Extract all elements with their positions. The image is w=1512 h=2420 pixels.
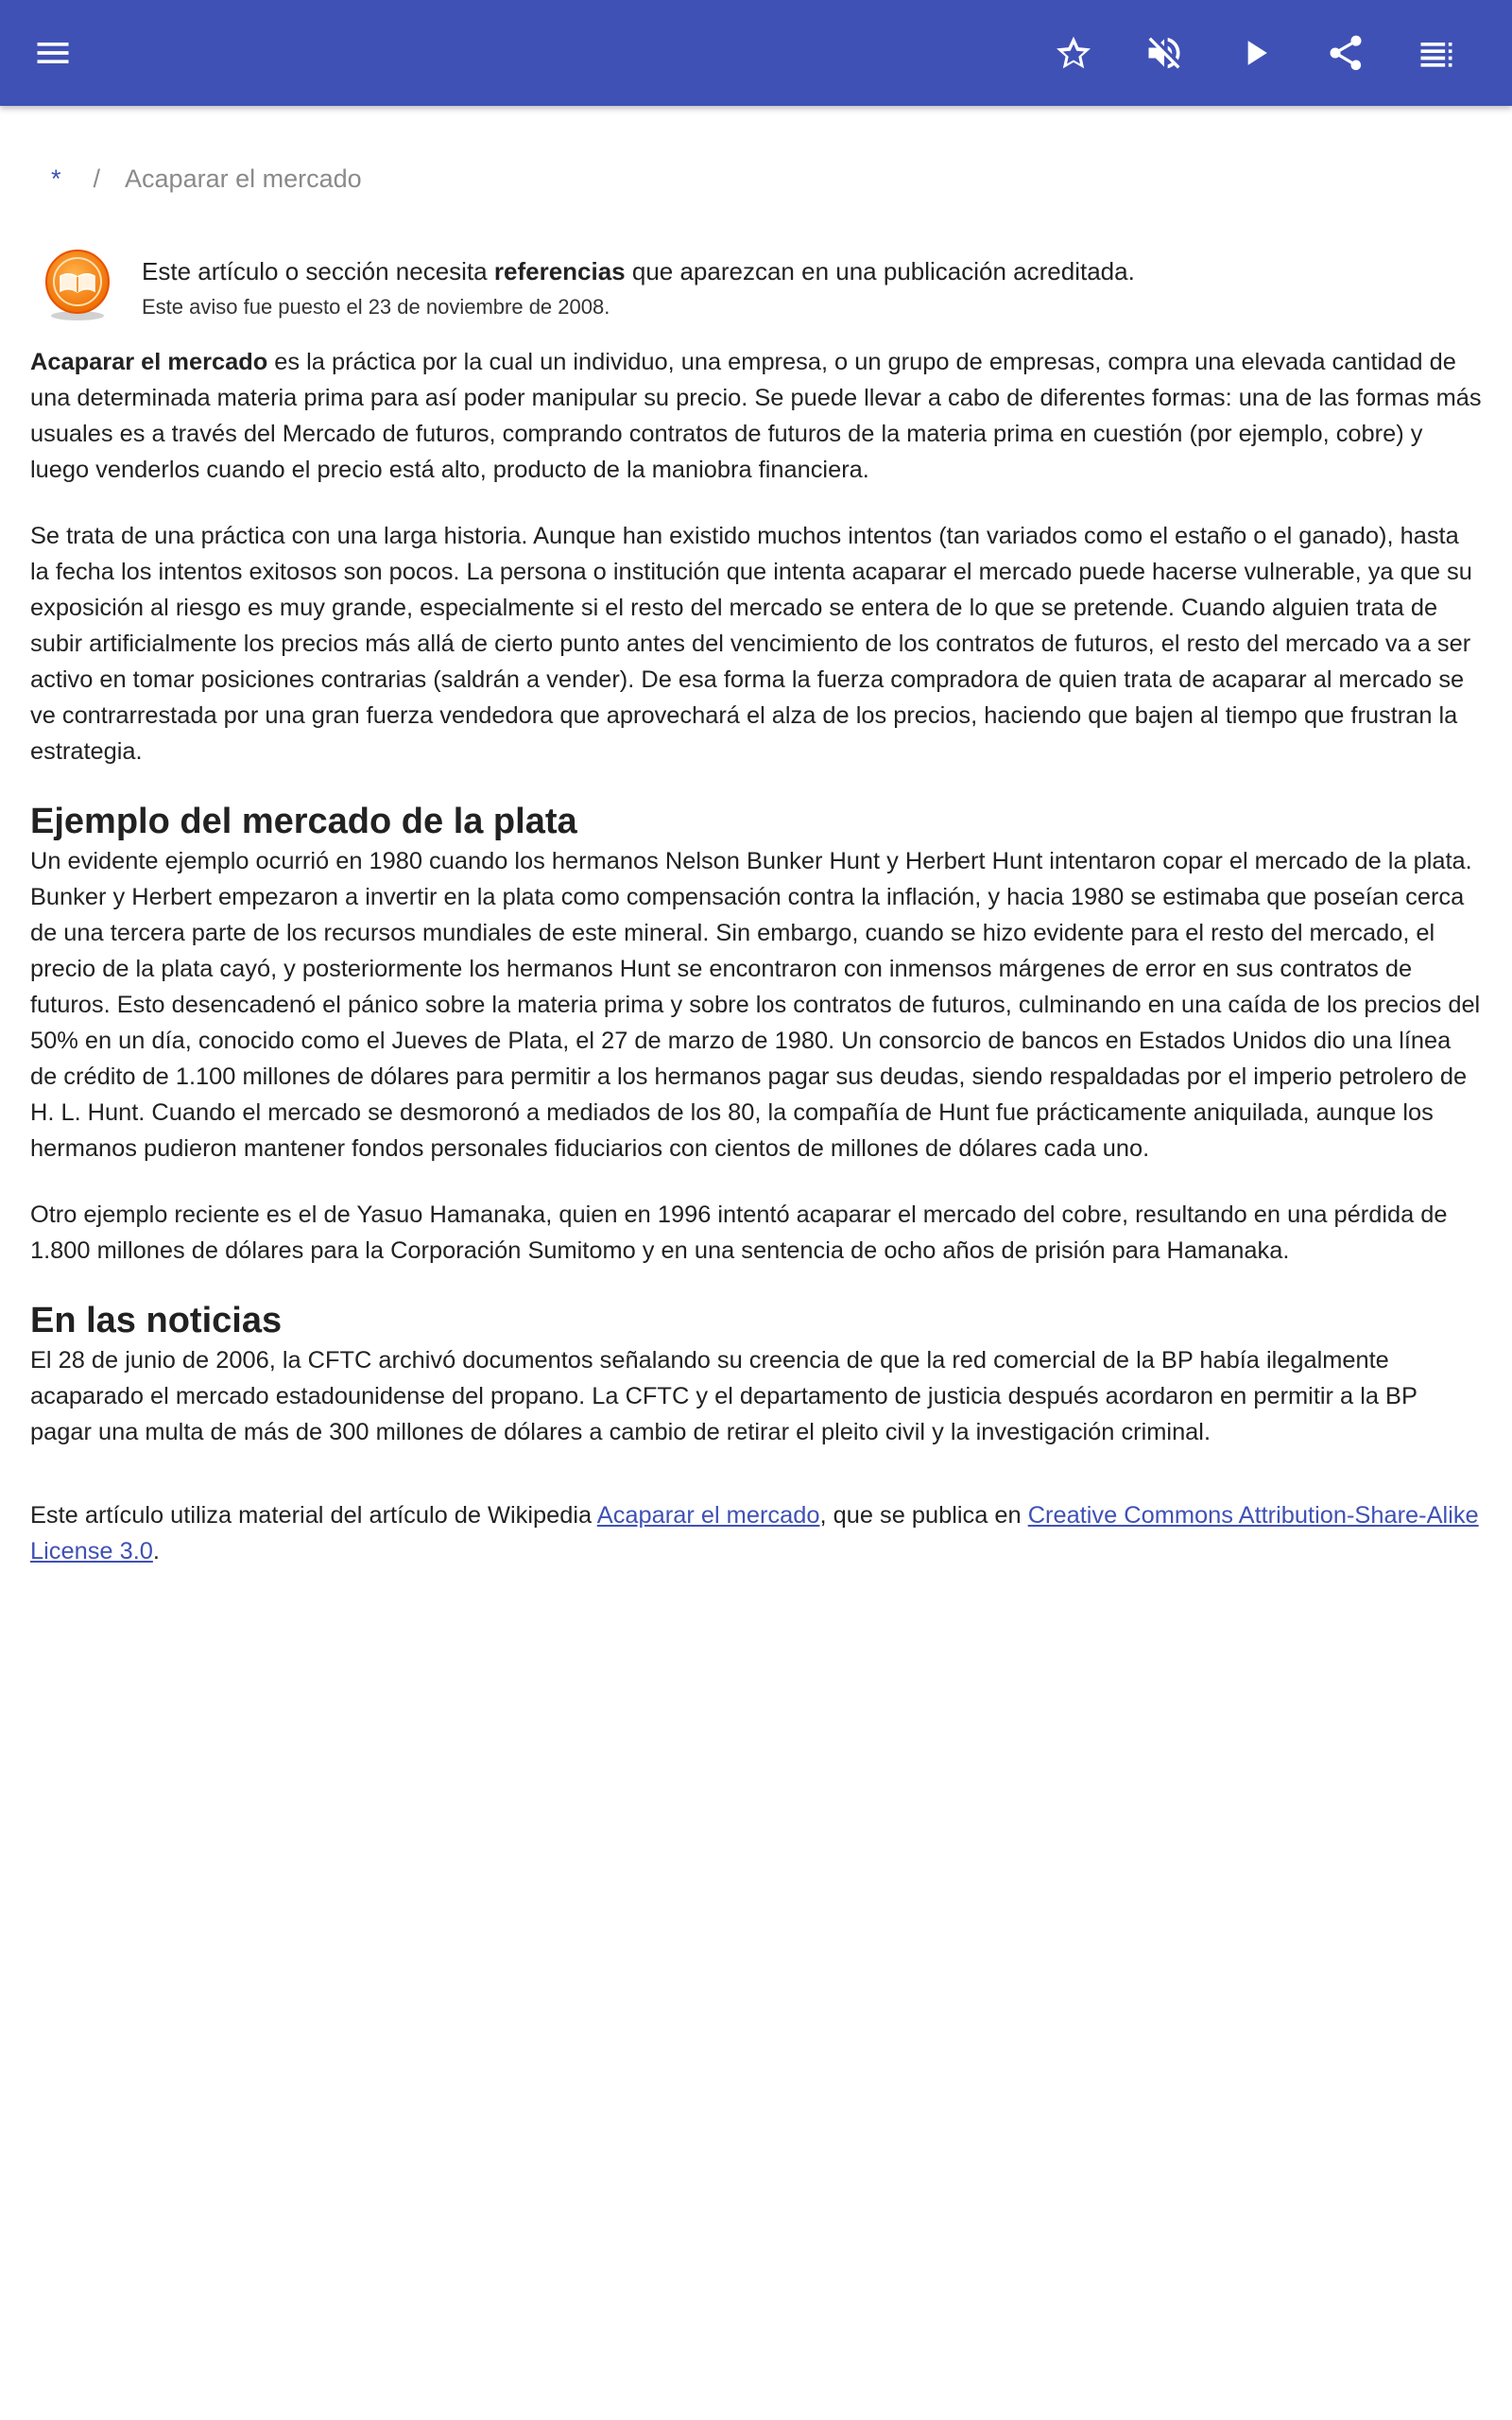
intro-text: es la práctica por la cual un individuo, una empresa, o un grupo de empresas, compra una elevada cantidad de una determinada materia prima para así poder manipular su precio. Se puede llevar a cabo de diferentes formas: una de las formas más usuales es a través del Mercado de futuros, comprando contratos de futuros de la materia prima en cuestión (por ejemplo, cobre) y luego venderlos cuando el precio está alto, producto de la maniobra financiera. <box>30 349 1482 483</box>
share-button[interactable] <box>1315 23 1376 83</box>
bookmark-button[interactable] <box>1043 23 1104 83</box>
paragraph-history: Se trata de una práctica con una larga historia. Aunque han existido muchos intentos (tan variados como el estaño o el ganado), hasta la fecha los intentos exitosos son pocos. La persona o institución que intenta acaparar el mercado puede hacerse vulnerable, ya que su exposición al riesgo es muy grande, especialmente si el resto del mercado se entera de lo que se pretende. Cuando alguien trata de subir artificialmente los precios más allá de cierto punto antes del vencimiento de los contratos de futuros, el resto del mercado va a ser activo en tomar posiciones contrarias (saldrán a vender). De esa forma la fuerza compradora de quien trata de acaparar al mercado se ve contrarrestada por una gran fuerza vendedora que aprovechará el alza de los precios, haciendo que bajen al tiempo que frustran la estrategia. <box>30 523 1472 765</box>
attribution-end: . <box>152 1538 160 1564</box>
book-badge-icon <box>40 248 115 323</box>
table-of-contents-button[interactable] <box>1406 23 1467 83</box>
breadcrumb-home[interactable]: * <box>51 164 61 193</box>
notice-text-bold: referencias <box>493 257 626 285</box>
breadcrumb <box>51 164 362 194</box>
wikipedia-article-link[interactable]: Acaparar el mercado <box>596 1502 820 1529</box>
app-bar <box>0 0 1512 106</box>
notice-text-after: que aparezcan en una publicación acreditada. <box>625 257 1135 285</box>
intro-term: Acaparar el mercado <box>30 349 268 375</box>
play-icon <box>1234 32 1276 74</box>
breadcrumb-current: Acaparar el mercado <box>125 164 362 193</box>
breadcrumb-separator: / <box>93 164 101 193</box>
attribution-before: Este artículo utiliza material del artículo de Wikipedia <box>30 1502 597 1529</box>
playlist-icon <box>1416 32 1457 74</box>
notice-date: Este aviso fue puesto el 23 de noviembre de 2008. <box>142 295 610 319</box>
share-icon <box>1325 32 1366 74</box>
notice-text <box>142 255 1135 287</box>
references-notice <box>40 248 1476 333</box>
menu-button[interactable] <box>23 23 83 83</box>
menu-icon <box>32 32 74 74</box>
volume-off-icon <box>1143 32 1185 74</box>
paragraph-hunt-brothers: Un evidente ejemplo ocurrió en 1980 cuando los hermanos Nelson Bunker Hunt y Herbert Hunt intentaron copar el mercado de la plata. Bunker y Herbert empezaron a invertir en la plata como compensación contra la inflación, y hacia 1980 se estimaba que poseían cerca de una tercera parte de los recursos mundiales de este mineral. Sin embargo, cuando se hizo evidente para el resto del mercado, el precio de la plata cayó, y posteriormente los hermanos Hunt se encontraron con inmensos márgenes de error en sus contratos de futuros. Esto desencadenó el pánico sobre la materia prima y sobre los contratos de futuros, culminando en una caída de los precios del 50% en un día, conocido como el Jueves de Plata, el 27 de marzo de 1980. Un consorcio de bancos en Estados Unidos dio una línea de crédito de 1.100 millones de dólares para permitir a los hermanos pagar sus deudas, siendo respaldadas por el imperio petrolero de H. L. Hunt. Cuando el mercado se desmoronó a mediados de los 80, la compañía de Hunt fue prácticamente aniquilada, aunque los hermanos pudieron mantener fondos personales fiduciarios con cientos de millones de dólares cada uno. <box>30 848 1481 1162</box>
attribution <box>30 1497 1482 1569</box>
paragraph-hamanaka: Otro ejemplo reciente es el de Yasuo Hamanaka, quien en 1996 intentó acaparar el mercado del cobre, resultando en una pérdida de 1.800 millones de dólares para la Corporación Sumitomo y en una sentencia de ocho años de prisión para Hamanaka. <box>30 1201 1448 1264</box>
heading-silver-market: Ejemplo del mercado de la plata <box>30 802 577 841</box>
mute-button[interactable] <box>1134 23 1194 83</box>
play-button[interactable] <box>1225 23 1285 83</box>
paragraph-cftc: El 28 de junio de 2006, la CFTC archivó documentos señalando su creencia de que la red comercial de la BP había ilegalmente acaparado el mercado estadounidense del propano. La CFTC y el departamento de justicia después acordaron en permitir a la BP pagar una multa de más de 300 millones de dólares a cambio de retirar el pleito civil y la investigación criminal. <box>30 1347 1418 1445</box>
license-link[interactable]: Creative Commons Attribution-Share-Alike License 3.0 <box>30 1502 1479 1564</box>
paragraph-intro <box>30 344 1482 488</box>
notice-text-before: Este artículo o sección necesita <box>142 257 494 285</box>
article-body <box>30 344 1482 1599</box>
star-outline-icon <box>1053 32 1094 74</box>
heading-news: En las noticias <box>30 1301 283 1340</box>
attribution-middle: , que se publica en <box>819 1502 1028 1529</box>
